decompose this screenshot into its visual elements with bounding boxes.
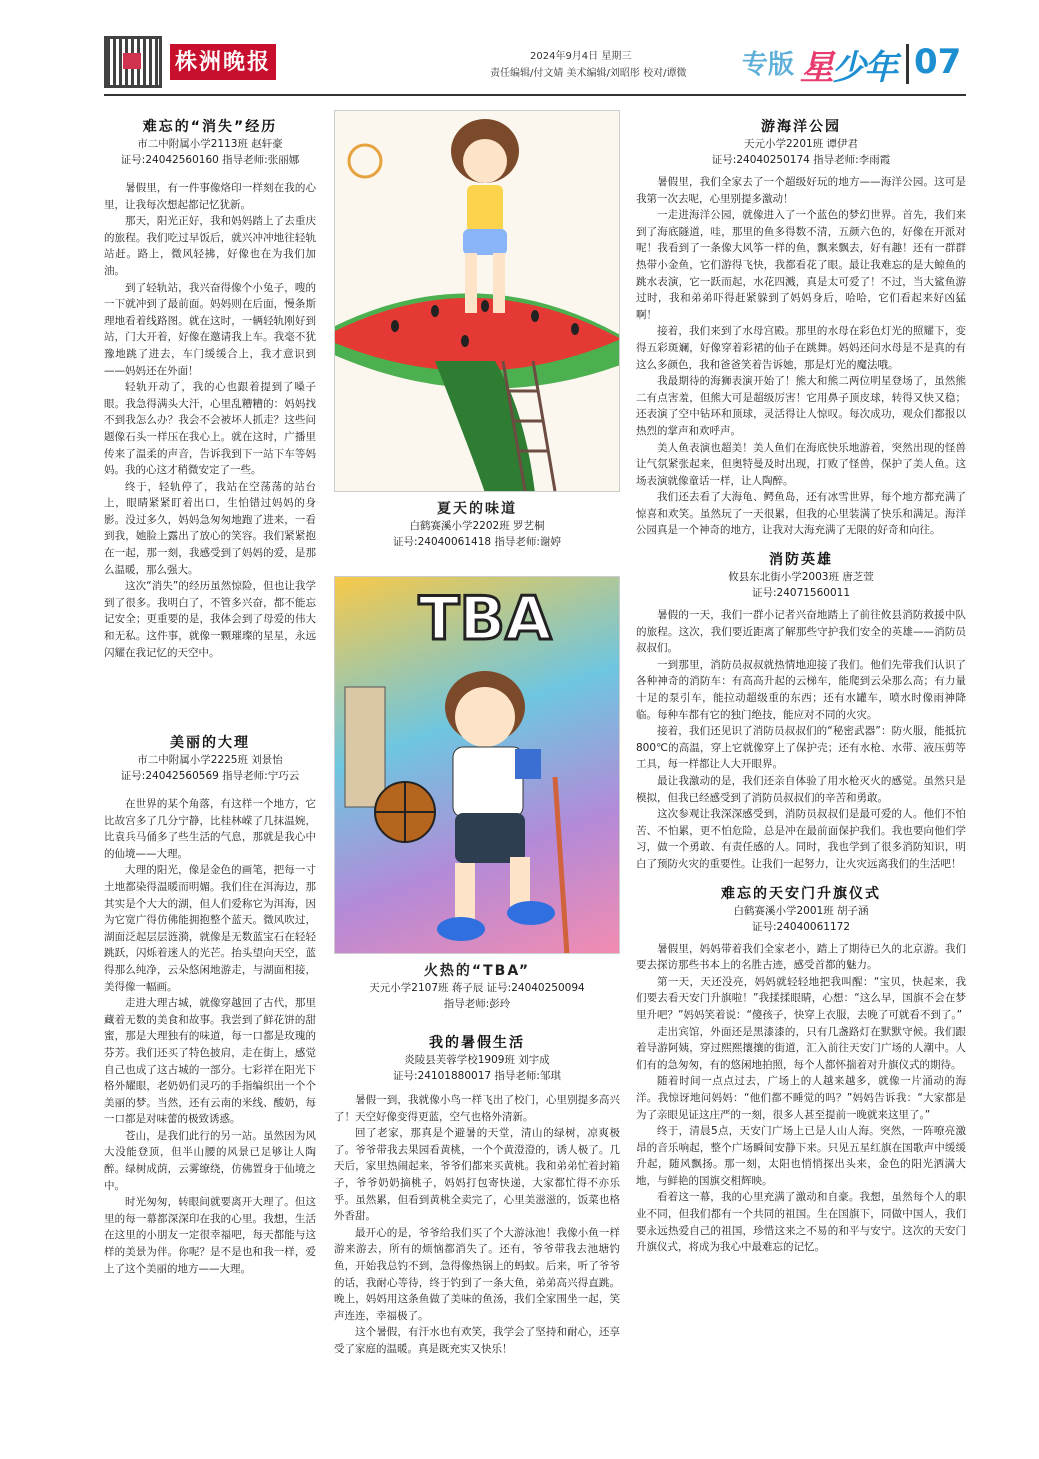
basketball-drawing [335,577,620,954]
article-dali [104,726,316,1277]
article-title: 游海洋公园 [761,119,841,135]
article-school: 炎陵县芙蓉学校1909班 刘宇成 [404,1054,550,1066]
article-cert: 证号:24042560160 指导老师:张丽娜 [120,154,300,166]
article-cert: 证号:24040061172 [751,920,851,933]
article-ocean-park [636,116,966,539]
left-column [104,110,316,1275]
article-title: 消防英雄 [769,552,833,569]
article-body: 暑假里，有一件事像烙印一样刻在我的心里，让我每次想起都记忆犹新。 那天，阳光正好，我和妈妈踏上了去重庆的旅程。我们吃过早饭后，就兴冲冲地往轻轨站赶。路上，微风轻拂，好像也在为我们加油。 到了轻轨站，我兴奋得像个小兔子，嗖的一下就冲到了最前面。妈妈则在后面，慢条斯理地看着线路图。就在这时，一辆轻轨刚好到站，门大开着，好像在邀请我上车。我毫不犹豫地跳了进去，车门缓缓合上，我才意识到——妈妈还在外面！ 轻轨开动了，我的心也跟着提到了嗓子眼。我急得满头大汗，心里乱糟糟的：妈妈找不到我怎么办？我会不会被坏人抓走？这些问题像石头一样压在我心上。就在这时，广播里传来了温柔的声音，告诉我到下一站下车等妈妈。我的心这才稍微安定了一些。 终于，轻轨停了，我站在空荡荡的站台上，眼睛紧紧盯着出口，生怕错过妈妈的身影。没过多久，妈妈急匆匆地跑了进来，一看到我，她脸上露出了放心的笑容。我们紧紧抱在一起，那一刻，我感受到了妈妈的爱，是那么温暖，那么强大。 这次“消失”的经历虽然惊险，但也让我学到了很多。我明白了，不管多兴奋，都不能忘记安全；更重要的是，我体会到了母爱的伟大和无私。这件事，就像一颗璀璨的星星，永远闪耀在我记忆的天空中。 [104,182,316,659]
article-cert: 证号:24071560011 [751,587,851,600]
figure-cert: 证号:24040061418 指导老师:谢婷 [393,536,561,548]
figure-school: 白鹤赛溪小学2202班 罗艺桐 [409,520,545,532]
drawing-summer-taste [334,110,620,492]
section-label: 专版 [742,50,795,80]
newspaper-logo: 株洲晚报 [170,44,276,80]
middle-column [334,110,620,1358]
article-title: 难忘的天安门升旗仪式 [721,885,881,902]
watermelon-drawing [335,111,620,492]
page-number: 07 [914,42,962,82]
article-body: 暑假里，我们全家去了一个超级好玩的地方——海洋公园。这可是我第一次去呢，心里别提多激动！ 一走进海洋公园，就像进入了一个蓝色的梦幻世界。首先，我们来到了海底隧道，哇，那里的鱼多得数不清，五颜六色的，好像在开派对呢！我看到了一条像大风筝一样的鱼，飘来飘去，好有趣！还有一群群热带小金鱼，它们游得飞快，我都看花了眼。最让我难忘的是大鲸鱼的跳水表演，它一跃而起，水花四溅，真是太可爱了！不过，当大鲨鱼游过时，我和弟弟吓得赶紧躲到了妈妈身后，哈哈，它们看起来好凶猛啊！ 接着，我们来到了水母宫殿。那里的水母在彩色灯光的照耀下，变得五彩斑斓，好像穿着彩裙的仙子在跳舞。妈妈还问水母是不是真的有这么多颜色，我和爸爸笑着告诉她，那是灯光的魔法哦。 我最期待的海狮表演开始了！熊大和熊二两位明星登场了，虽然熊二有点害羞，但熊大可是超级厉害！它用鼻子顶皮球，转得又快又稳；还表演了空中钻环和顶球，灵活得让人惊叹。每次成功，观众们都报以热烈的掌声和欢呼声。 美人鱼表演也超美！美人鱼们在海底快乐地游着，突然出现的怪兽让气氛紧张起来，但奥特曼及时出现，打败了怪兽，保护了美人鱼。这场表演就像童话一样，让人陶醉。 我们还去看了大海龟、鳄鱼岛，还有冰雪世界，每个地方都充满了惊喜和欢笑。虽然玩了一天很累，但我的心里装满了快乐和满足。海洋公园真是一个神奇的地方，让我对大海充满了无限的好奇和向往。 [636,176,966,537]
article-school: 天元小学2201班 谭伊君 [743,138,859,150]
figure-title: 火热的“TBA” [423,963,531,979]
tba-art-text: TBA [418,584,552,654]
article-body: 暑假的一天，我们一群小记者兴奋地踏上了前往攸县消防救援中队的旅程。这次，我们要近距离了解那些守护我们安全的英雄——消防员叔叔们。 一到那里，消防员叔叔就热情地迎接了我们。他们先带我们认识了各种神奇的消防车：有高高升起的云梯车，能爬到云朵那么高；有力量十足的泵引车，能拉动超级重的东西；还有水罐车，喷水时像雨神降临。每种车都有它的独门绝技，能应对不同的火灾。 接着，我们还见识了消防员叔叔们的“秘密武器”：防火服，能抵抗800℃的高温，穿上它就像穿上了保护壳；还有水枪、水带、液压剪等工具，每一样都让人大开眼界。 最让我激动的是，我们还亲自体验了用水枪灭火的感觉。虽然只是模拟，但我已经感受到了消防员叔叔们的辛苦和勇敢。 这次参观让我深深感受到，消防员叔叔们是最可爱的人。他们不怕苦、不怕累，更不怕危险，总是冲在最前面保护我们。我也要向他们学习，做一个勇敢、有责任感的人。同时，我也学到了很多消防知识，明白了预防火灾的重要性。让我们一起努力，让火灾远离我们的生活吧！ [636,609,966,870]
issue-date: 2024年9月4日 星期三 [530,51,632,62]
article-school: 市二中附属小学2113班 赵轩豪 [137,138,283,150]
article-title: 美丽的大理 [170,735,250,751]
article-cert: 证号:24042560569 指导老师:宁巧云 [120,770,300,782]
editor-credits: 责任编辑/付文婧 美术编辑/刘昭彤 校对/谭微 [490,68,687,79]
figure-school: 天元小学2107班 蒋子辰 证号:24040250094 [369,982,585,994]
article-school: 市二中附属小学2225班 刘景怡 [137,754,283,766]
header-divider [906,44,909,84]
article-school: 攸县东北街小学2003班 唐芝萱 [728,571,874,584]
page-header [0,0,1039,100]
article-school: 白鹤赛溪小学2001班 胡子涵 [733,904,869,917]
article-disappearance [104,116,316,661]
article-title: 我的暑假生活 [429,1035,525,1051]
drawing-tba [334,576,620,954]
article-title: 难忘的“消失”经历 [142,119,278,135]
issue-meta [490,48,686,82]
figure-teacher: 指导老师:彭玲 [443,998,511,1010]
article-flag-raising [636,883,966,1256]
article-cert: 证号:24040250174 指导老师:李雨霞 [711,154,891,166]
article-body: 暑假里，妈妈带着我们全家老小，踏上了期待已久的北京游。我们要去探访那些书本上的名胜古迹，感受首都的魅力。 第一天，天还没亮，妈妈就轻轻地把我叫醒：“宝贝，快起来，我们要去看天安门升旗啦！”我揉揉眼睛，心想：“这么早，国旗不会在梦里升吧？”妈妈笑着说：“傻孩子，快穿上衣服，去晚了可就看不到了。” 走出宾馆，外面还是黑漆漆的，只有几盏路灯在默默守候。我们跟着导游阿姨，穿过熙熙攘攘的街道，汇入前往天安门广场的人潮中。人们有的急匆匆，有的悠闲地拍照，每个人都怀揣着对升旗仪式的期待。 随着时间一点点过去，广场上的人越来越多，就像一片涌动的海洋。我惊讶地问妈妈：“他们都不睡觉的吗？”妈妈告诉我：“大家都是为了亲眼见证这庄严的一刻，很多人甚至提前一晚就来这里了。” 终于，清晨5点，天安门广场上已是人山人海。突然，一阵嘹亮激昂的音乐响起，整个广场瞬间安静下来。只见五星红旗在国歌声中缓缓升起，随风飘扬。那一刻，太阳也悄悄探出头来，金色的阳光洒满大地，与鲜艳的国旗交相辉映。 看着这一幕，我的心里充满了激动和自豪。我想，虽然每个人的职业不同，但我们都有一个共同的祖国。生在国旗下，同做中国人，我们要永远热爱自己的祖国，珍惜这来之不易的和平与安宁。这次的天安门升旗仪式，将成为我心中最难忘的记忆。 [636,942,966,1254]
brand-logo: 星少年 [800,48,896,88]
article-fire-heroes [636,549,966,873]
right-column [636,110,966,1256]
article-body: 暑假一到，我就像小鸟一样飞出了校门，心里别提多高兴了！天空好像变得更蓝，空气也格外清新。 回了老家，那真是个避暑的天堂，清山的绿树，凉爽极了。爷爷带我去果园看黄桃，一个个黄澄澄的，诱人极了。几天后，家里热闹起来，爷爷们都来买黄桃。我和弟弟忙着封箱子，爷爷奶奶摘桃子，妈妈打包寄快递，大家都忙得不亦乐乎。虽然累，但看到黄桃全卖完了，心里美滋滋的，饭菜也格外香甜。 最开心的是，爷爷给我们买了个大游泳池！我像小鱼一样游来游去，所有的烦恼都消失了。还有，爷爷带我去池塘钓鱼，开始我总钓不到，急得像热锅上的蚂蚁。后来，听了爷爷的话，我耐心等待，终于钓到了一条大鱼，弟弟高兴得直跳。晚上，妈妈用这条鱼做了美味的鱼汤，我们全家围坐一起，笑声连连，幸福极了。 这个暑假，有汗水也有欢笑，我学会了坚持和耐心，还享受了家庭的温暖。真是既充实又快乐！ [334,1094,620,1355]
figure-title: 夏天的味道 [437,501,517,517]
article-summer-life [334,1032,620,1358]
qr-code-icon [104,36,162,88]
article-body: 在世界的某个角落，有这样一个地方，它比故宫多了几分宁静，比桂林嵘了几抹温婉，比袁兵马俑多了些生活的气息，那就是我心中的仙境——大理。 大理的阳光，像是金色的画笔，把每一寸土地都染得温暖而明媚。我们住在洱海边，那其实是个大大的湖，但人们爱称它为洱海，因为它宽广得仿佛能拥抱整个蓝天。微风吹过，湖面泛起层层涟漪，就像是无数蓝宝石在轻轻跳跃，闪烁着迷人的光芒。抬头望向天空，蓝得那么纯净，云朵悠闲地游走，与湖面相接，美得像一幅画。 走进大理古城，就像穿越回了古代，那里藏着无数的美食和故事。我尝到了鲜花饼的甜蜜，那是大理独有的味道，每一口都是玫瑰的芬芳。我们还买了特色披肩，走在街上，感觉自己也成了这古城的一部分。七彩祥在阳光下格外耀眼，老奶奶们灵巧的手指编织出一个个美丽的梦。当然，还有云南的米线、酸奶，每一口都是对味蕾的极致诱惑。 苍山，是我们此行的另一站。虽然因为风大没能登顶，但半山腰的风景已足够让人陶醉。绿树成荫，云雾缭绕，仿佛置身于仙境之中。 时光匆匆，转眼间就要离开大理了。但这里的每一幕都深深印在我的心里。我想，生活在这里的小朋友一定很幸福吧，每天都能与这样的美景为伴。你呢？是不是也和我一样，爱上了这个美丽的地方——大理。 [104,798,316,1275]
header-rule [104,94,966,96]
article-cert: 证号:24101880017 指导老师:邹琪 [393,1070,561,1082]
